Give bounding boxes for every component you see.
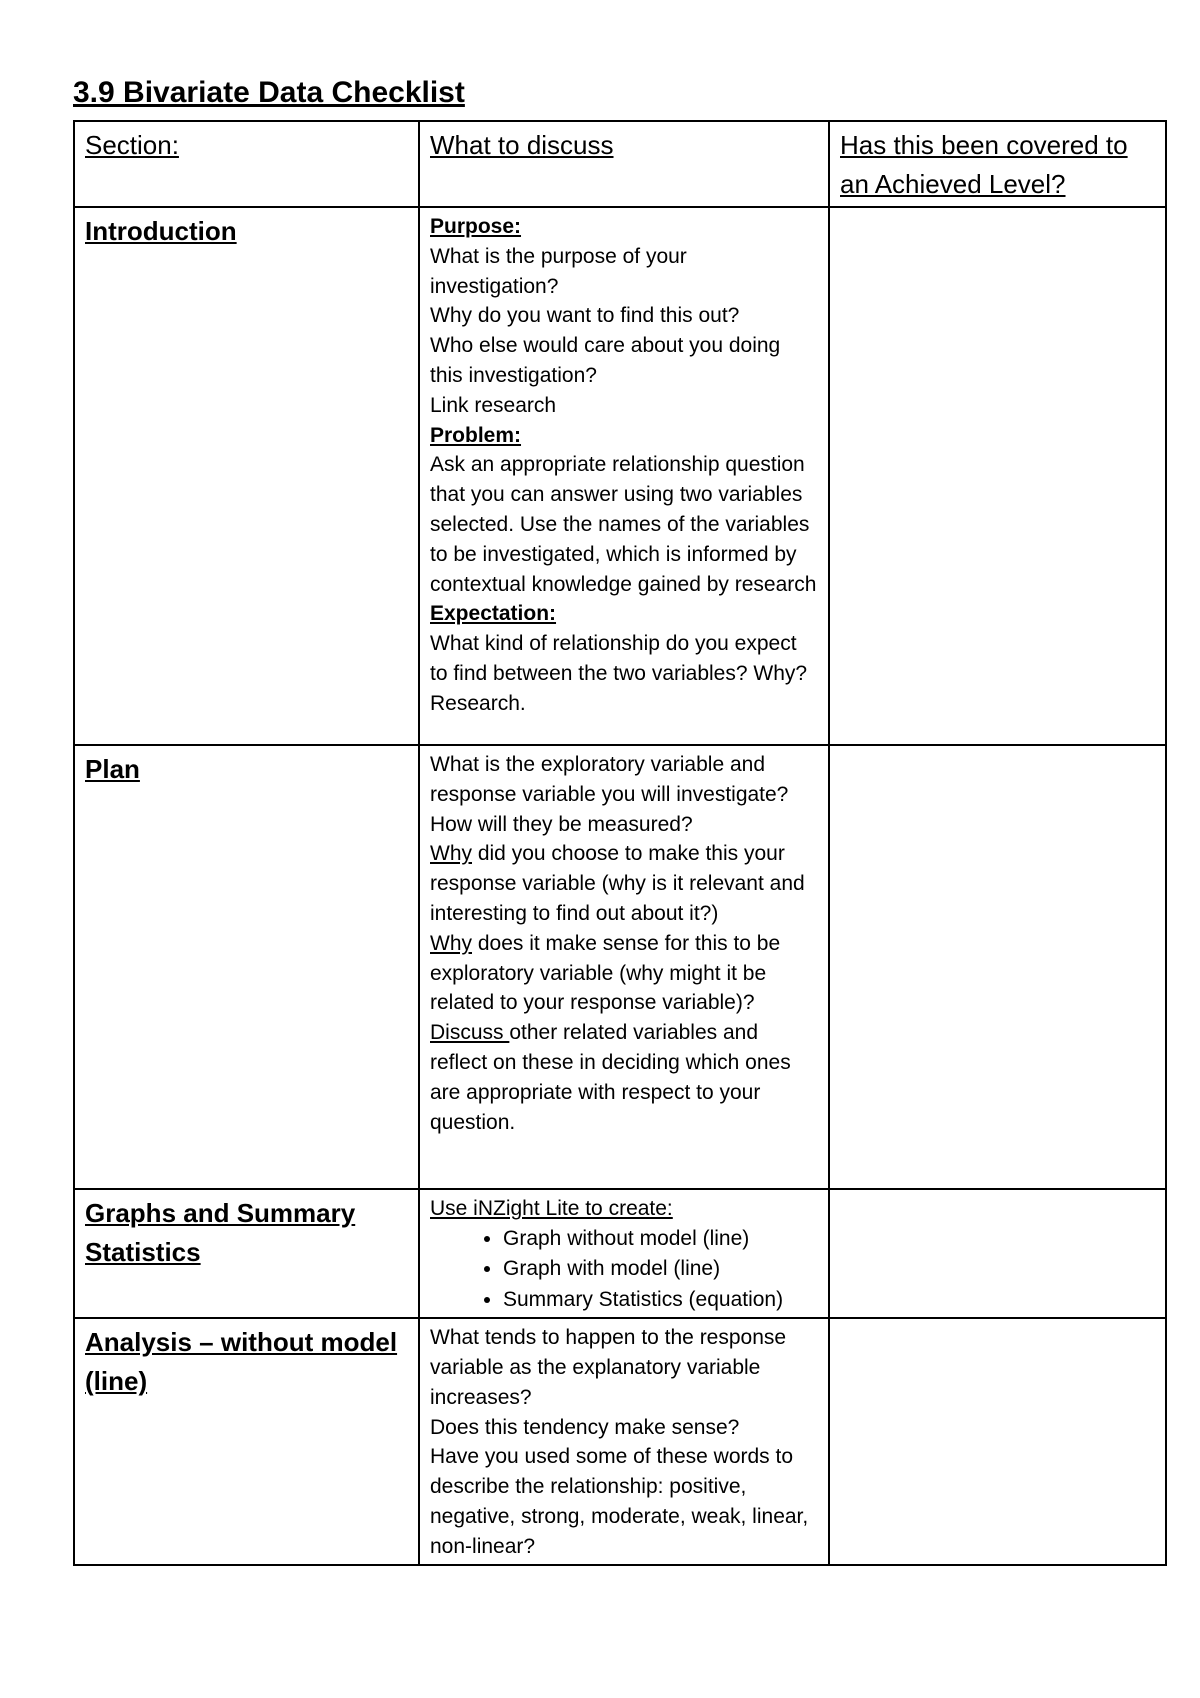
covered-cell-plan[interactable] [829, 745, 1166, 1189]
discuss-cell-plan [419, 745, 829, 1189]
expectation-label: Expectation: [430, 602, 557, 626]
bullet-item: • Graph without model (line) [503, 1224, 818, 1255]
header-discuss: What to discuss [419, 121, 829, 207]
plan-line-variables: What is the exploratory variable and response variable you will investigate? [430, 753, 789, 806]
row-plan [74, 745, 1166, 1189]
checklist-table [73, 120, 1167, 1566]
plan-line-why-exploratory [430, 929, 818, 1018]
analysis-line: Have you used some of these words to describe the relationship: positive, negative, strong, moderate, weak, linear, non-linear? [430, 1445, 809, 1558]
page-title: 3.9 Bivariate Data Checklist [73, 76, 465, 109]
purpose-line: What is the purpose of your investigation? [430, 244, 687, 298]
analysis-line: Does this tendency make sense? [430, 1415, 740, 1439]
discuss-cell-introduction [419, 207, 829, 745]
purpose-line: Who else would care about you doing this investigation? [430, 334, 781, 387]
problem-text: Ask an appropriate relationship question that you can answer using two variables selected. Use the names of the variables to be investigated, which is informed by contextual knowledge gained by research [430, 453, 817, 596]
covered-cell-graphs[interactable] [829, 1189, 1166, 1318]
why-text: does it make sense for this to be exploratory variable (why might it be related to your response variable)? [430, 931, 781, 1015]
section-name-introduction: Introduction [85, 216, 237, 246]
plan-line-discuss [430, 1018, 818, 1137]
section-cell-graphs [74, 1189, 419, 1318]
plan-line-why-response [430, 839, 818, 928]
analysis-line: What tends to happen to the response variable as the explanatory variable increases? [430, 1326, 787, 1409]
covered-cell-introduction[interactable] [829, 207, 1166, 745]
section-name-graphs: Graphs and Summary Statistics [85, 1198, 356, 1267]
bullet-item: • Graph with model (line) [503, 1254, 818, 1285]
purpose-label: Purpose: [430, 215, 522, 238]
plan-line-measured: How will they be measured? [430, 812, 693, 836]
row-introduction [74, 207, 1166, 745]
covered-cell-analysis[interactable] [829, 1318, 1166, 1564]
problem-label: Problem: [430, 423, 522, 447]
header-row [74, 121, 1166, 207]
why-word: Why [430, 931, 472, 955]
why-word: Why [430, 842, 472, 866]
graphs-bullet-list [430, 1224, 818, 1316]
header-covered: Has this been covered to an Achieved Level? [829, 121, 1166, 207]
discuss-text: other related variables and reflect on these in deciding which ones are appropriate with respect to your question. [430, 1021, 791, 1134]
section-cell-analysis [74, 1318, 419, 1564]
purpose-line: Why do you want to find this out? [430, 304, 740, 328]
section-cell-introduction [74, 207, 419, 745]
section-cell-plan [74, 745, 419, 1189]
discuss-cell-graphs [419, 1189, 829, 1318]
why-text: did you choose to make this your response variable (why is it relevant and interesting to find out about it?) [430, 842, 805, 925]
section-name-plan: Plan [85, 754, 140, 784]
row-analysis [74, 1318, 1166, 1564]
graphs-intro: Use iNZight Lite to create: [430, 1197, 673, 1220]
discuss-cell-analysis [419, 1318, 829, 1564]
header-section: Section: [74, 121, 419, 207]
section-name-analysis: Analysis – without model (line) [85, 1327, 398, 1397]
bullet-item: • Summary Statistics (equation) [503, 1285, 818, 1316]
expectation-text: What kind of relationship do you expect to find between the two variables? Why? Research. [430, 632, 808, 715]
row-graphs [74, 1189, 1166, 1318]
purpose-line: Link research [430, 393, 557, 417]
discuss-word: Discuss [430, 1021, 510, 1045]
